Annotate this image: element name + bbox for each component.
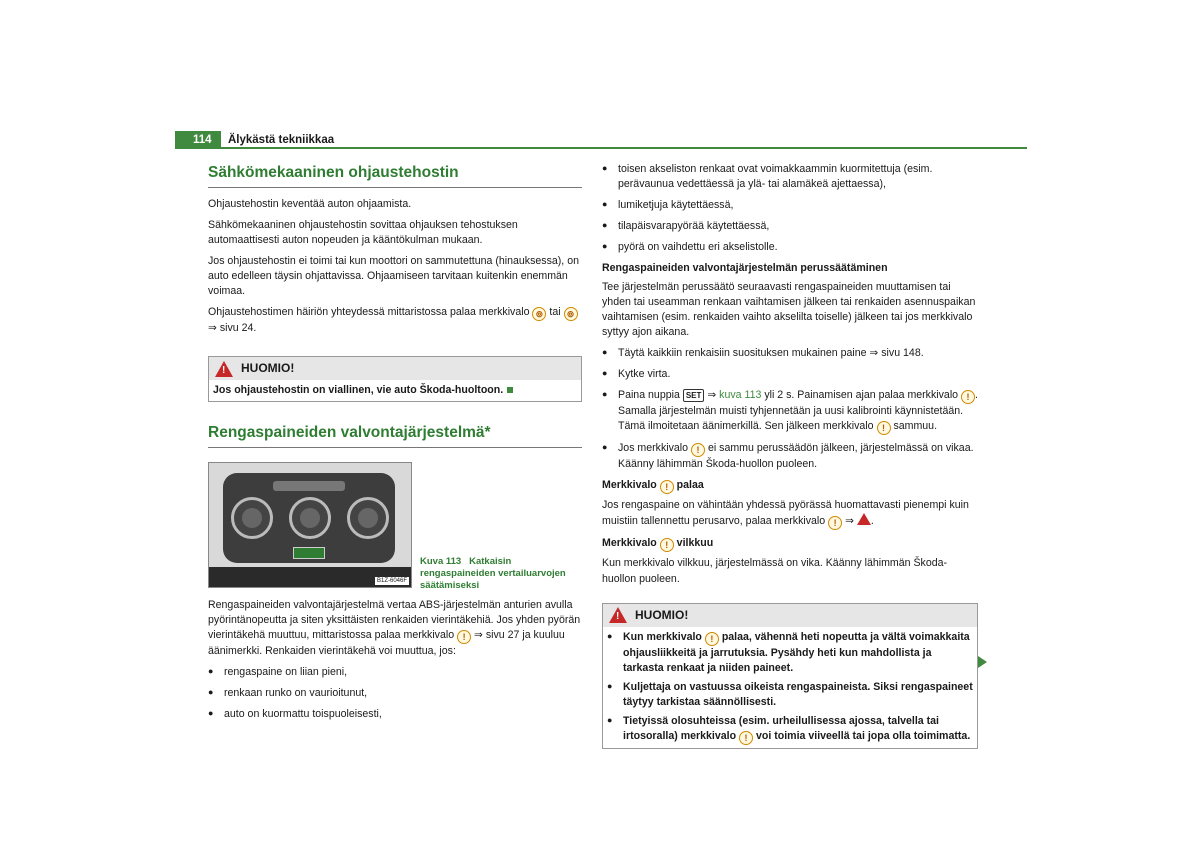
set-button	[293, 547, 325, 559]
list-item: ● Jos merkkivalo ! ei sammu perussäädön jälkeen, järjestelmässä on vikaa. Käänny lähimmän Škoda-huollon puoleen.	[602, 441, 978, 472]
list-item: ● Paina nuppia SET ⇒ kuva 113 yli 2 s. Painamisen ajan palaa merkkivalo ! . Samalla järjestelmän muisti tyhjennetään ja uusi kalibrointi käynnistetään. Tämä ilmoitetaan äänimerkillä. Sen jälkeen merkkivalo ! sammuu.	[602, 388, 978, 435]
figure-block	[208, 462, 582, 592]
page-header	[175, 128, 1027, 148]
tire-pressure-warning-icon: !	[705, 632, 719, 646]
list-item: ● toisen akseliston renkaat ovat voimakkaammin kuormitettuja (esim. perävaunua vedettäessä ja ylä- tai alamäkeä ajettaessa),	[602, 162, 978, 192]
paragraph: Kun merkkivalo vilkkuu, järjestelmässä on vika. Käänny lähimmän Škoda-huollon puoleen.	[602, 557, 948, 585]
paragraph: Rengaspaineiden valvontajärjestelmä vertaa ABS-järjestelmän anturien avulla pyörintänopeutta ja siten yksittäisten renkaiden vierintäkehiä. Jos yhden pyörän vierintäkehä muuttuu, mittaristossa palaa merkkivalo ! ⇒ sivu 27 ja kuuluu äänimerkki. Renkaiden vierintäkehä voi muuttua, jos:	[208, 599, 581, 658]
warning-list	[607, 630, 973, 745]
warning-text: Jos ohjaustehostin on viallinen, vie auto Škoda-huoltoon.	[213, 384, 504, 397]
warning-box	[602, 603, 978, 749]
heading-tpms: Rengaspaineiden valvontajärjestelmä*	[208, 422, 582, 448]
next-page-arrow-icon	[978, 656, 987, 668]
paragraph: Tee järjestelmän perussäätö seuraavasti rengaspaineiden muuttamisen tai yhden tai useamman renkaan vaihtamisen jälkeen tai renkaiden asennuspaikan vaihtamisen (esim. renkaiden vaihto akselilta toiselle) jälkeen tai jos merkkivalo syttyy ajon aikana.	[602, 281, 976, 339]
tire-pressure-warning-icon: !	[457, 630, 471, 644]
list-item: ● tilapäisvarapyörää käytettäessä,	[602, 219, 978, 234]
tire-pressure-warning-icon: !	[828, 516, 842, 530]
steering-fault-icon: ⊚	[564, 307, 578, 321]
paragraph: Jos rengaspaine on vähintään yhdessä pyörässä huomattavasti pienempi kuin muistiin tallennettu perusarvo, palaa merkkivalo ! ⇒ .	[602, 499, 969, 529]
subheading: Merkkivalo ! vilkkuu	[602, 537, 714, 551]
set-key-icon: SET	[683, 389, 705, 402]
list-item: ● Kytke virta.	[602, 367, 978, 382]
list-item: ● lumiketjuja käytettäessä,	[602, 198, 978, 213]
tire-pressure-warning-icon: !	[660, 538, 674, 552]
warning-triangle-icon	[857, 513, 871, 525]
bullet-list	[602, 346, 978, 472]
tire-pressure-warning-icon: !	[961, 390, 975, 404]
end-marker	[507, 387, 513, 393]
warning-box	[208, 356, 582, 402]
left-column	[208, 162, 582, 728]
tire-pressure-warning-icon: !	[660, 480, 674, 494]
figure-link[interactable]: kuva 113	[719, 389, 762, 402]
paragraph: Sähkömekaaninen ohjaustehostin sovittaa ohjauksen tehostuksen automaattisesti auton nopeuden ja kääntökulman mukaan.	[208, 219, 518, 247]
header-rule	[221, 147, 1027, 149]
figure-caption: Kuva 113 Katkaisin rengaspaineiden vertailuarvojen säätämiseksi	[420, 556, 566, 592]
warning-item: ● Tietyissä olosuhteissa (esim. urheilullisessa ajossa, talvella tai irtosoralla) merkkivalo ! voi toimia viiveellä tai jopa olla toimimatta.	[607, 714, 973, 745]
tire-pressure-warning-icon: !	[739, 731, 753, 745]
bullet-list	[602, 162, 978, 255]
steering-fault-icon: ⊚	[532, 307, 546, 321]
list-item: ● Täytä kaikkiin renkaisiin suosituksen mukainen paine ⇒ sivu 148.	[602, 346, 978, 361]
control-knob	[231, 497, 273, 539]
section-title: Älykästä tekniikkaa	[228, 134, 335, 146]
tire-pressure-warning-icon: !	[877, 421, 891, 435]
paragraph: Ohjaustehostin keventää auton ohjaamista.	[208, 198, 412, 210]
tire-pressure-warning-icon: !	[691, 443, 705, 457]
list-item: ● auto on kuormattu toispuoleisesti,	[208, 707, 582, 722]
warning-item: ● Kun merkkivalo ! palaa, vähennä heti nopeutta ja vältä voimakkaita ohjausliikkeitä ja jarrutuksia. Pysähdy heti kun mahdollista ja tarkasta renkaat ja niiden paineet.	[607, 630, 973, 676]
control-knob	[289, 497, 331, 539]
paragraph: Ohjaustehostimen häiriön yhteydessä mittaristossa palaa merkkivalo ⊚ tai ⊚ ⇒ sivu 24.	[208, 305, 582, 336]
dashboard-panel-figure	[208, 462, 412, 588]
heading-power-steering: Sähkömekaaninen ohjaustehostin	[208, 162, 582, 188]
warning-title: HUOMIO!	[241, 361, 295, 376]
page-number: 114	[175, 131, 221, 149]
warning-triangle-icon	[609, 607, 627, 623]
control-knob	[347, 497, 389, 539]
paragraph: Jos ohjaustehostin ei toimi tai kun moottori on sammutettuna (hinauksessa), on auto edelleen täysin ohjattavissa. Ohjaamiseen tarvitaan kuitenkin enemmän voimaa.	[208, 255, 579, 298]
bullet-list	[208, 665, 582, 722]
list-item: ● renkaan runko on vaurioitunut,	[208, 686, 582, 701]
right-column	[602, 162, 978, 749]
warning-triangle-icon	[215, 361, 233, 377]
list-item: ● rengaspaine on liian pieni,	[208, 665, 582, 680]
subheading: Merkkivalo ! palaa	[602, 479, 704, 493]
subheading: Rengaspaineiden valvontajärjestelmän perussäätäminen	[602, 262, 888, 275]
warning-title: HUOMIO!	[635, 607, 689, 622]
figure-code: B1Z-6046F	[376, 577, 407, 584]
warning-item: ● Kuljettaja on vastuussa oikeista rengaspaineista. Siksi rengaspaineet täytyy tarkistaa säännöllisesti.	[607, 680, 973, 710]
list-item: ● pyörä on vaihdettu eri akselistolle.	[602, 240, 978, 255]
